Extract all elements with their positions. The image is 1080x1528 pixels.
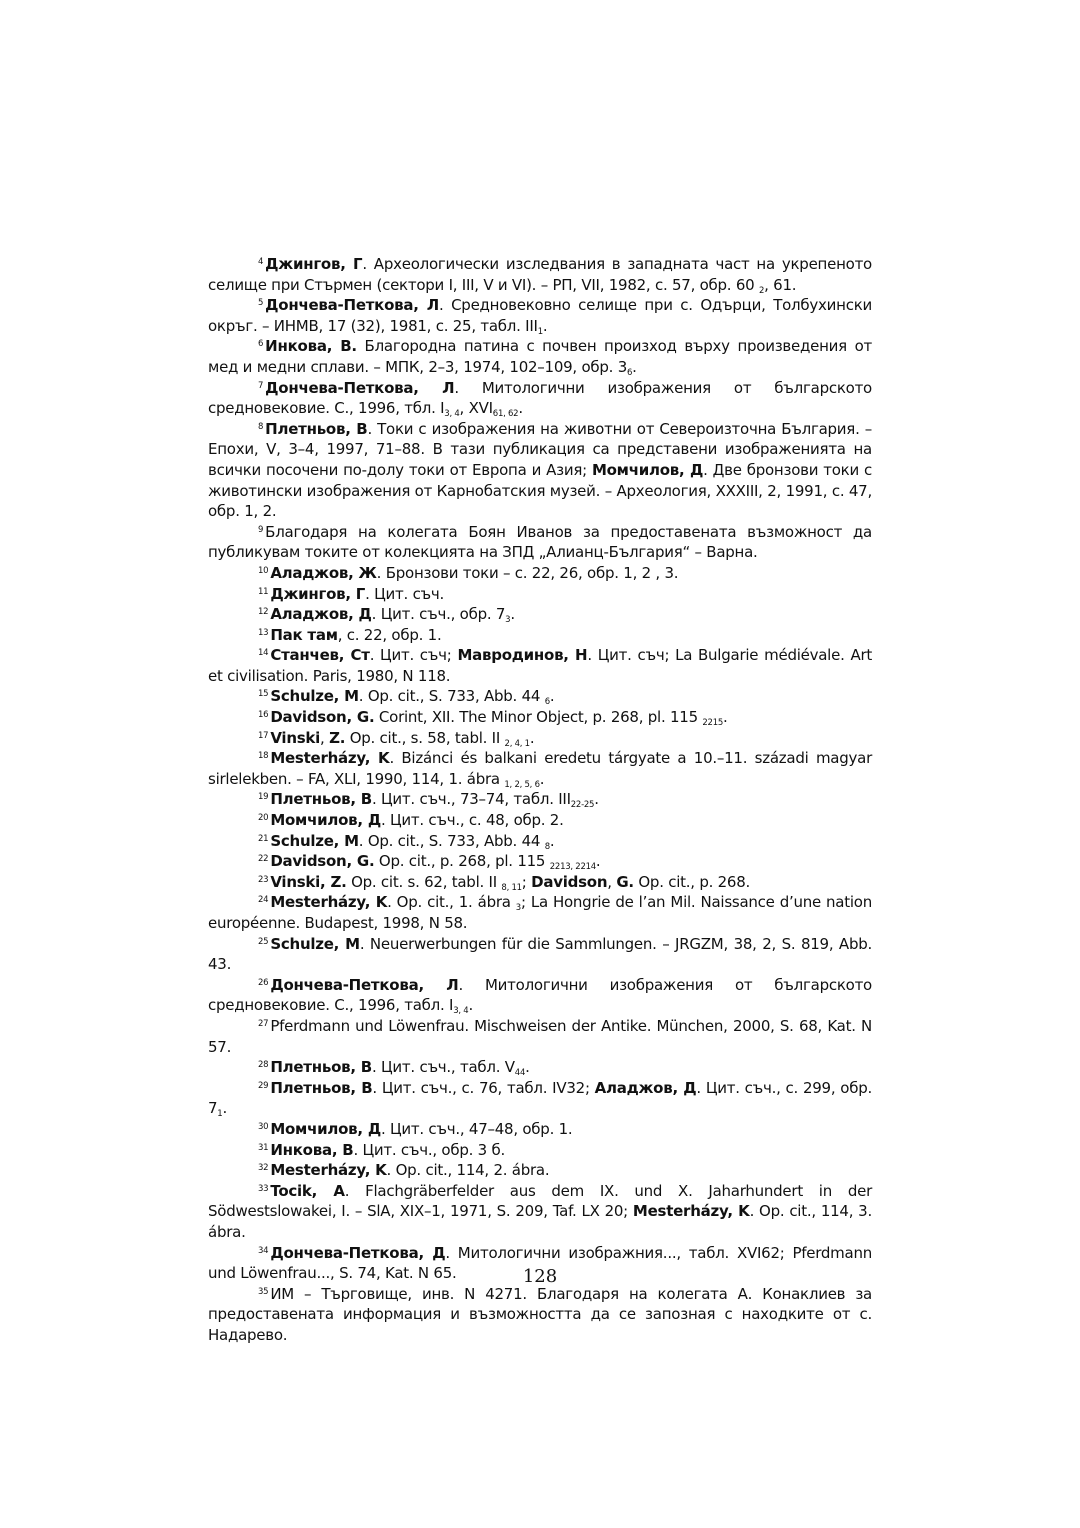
footnote-text: . — [525, 1058, 530, 1077]
footnote-text: Op. cit. s. 62, tabl. II — [346, 872, 502, 891]
footnote-number: 20 — [258, 813, 269, 824]
footnote — [208, 934, 872, 975]
figure-subscript: 3, 4 — [444, 409, 460, 420]
footnote-number: 14 — [258, 648, 269, 659]
footnote-text: . Цит. съч., с. 76, табл. IV32; — [372, 1078, 595, 1097]
footnote-text: ; — [521, 872, 532, 891]
footnote-text: ; La Hongrie de l’an Mil. Naissance d’une nation européenne. Budapest, 1998, N 58. — [208, 893, 872, 932]
footnote-number: 27 — [258, 1018, 269, 1029]
author-name: Аладжов, Ж — [270, 563, 377, 582]
footnote-number: 26 — [258, 977, 269, 988]
author-name: Станчев, Ст — [270, 646, 370, 665]
footnote-text: . Цит. съч; La Bulgarie médiévale. Art et civilisation. Paris, 1980, N 118. — [208, 646, 873, 685]
figure-subscript: 61, 62 — [492, 409, 519, 420]
author-name: Дончева-Петкова, Д — [270, 1243, 446, 1262]
footnote — [208, 831, 872, 852]
author-name: Davidson, G. — [270, 708, 375, 727]
author-name: Пак там — [270, 625, 338, 644]
footnote — [208, 563, 872, 584]
author-name: Аладжов, Д — [270, 605, 372, 624]
author-name: Mesterházy, K — [270, 893, 388, 912]
figure-subscript: 44 — [514, 1068, 526, 1079]
footnote-number: 6 — [258, 339, 264, 350]
footnote-number: 17 — [258, 730, 269, 741]
footnote-text: Op. cit., s. 58, tabl. II — [345, 728, 505, 747]
footnote-number: 31 — [258, 1142, 269, 1153]
footnote-text: Pferdmann und Löwenfrau. Mischweisen der Antike. München, 2000, S. 68, Kat. N 57. — [208, 1016, 872, 1056]
author-name: Момчилов, Д — [270, 1119, 381, 1138]
footnote-text: . — [542, 316, 548, 335]
footnote-number: 23 — [258, 874, 269, 885]
author-name: Schulze, M — [270, 934, 360, 953]
footnote-text: . Митологични изображения от българското средновековие. С., 1996, табл. I — [208, 975, 872, 1015]
footnote-number: 29 — [258, 1080, 269, 1091]
footnote — [208, 686, 872, 707]
footnote-text: . Op. cit., 114, 2. ábra. — [386, 1161, 550, 1180]
footnote-number: 16 — [258, 710, 269, 721]
footnote-text: Op. cit., p. 268. — [633, 872, 751, 891]
footnote — [208, 522, 872, 563]
footnote — [208, 1119, 872, 1140]
footnotes-block — [208, 254, 872, 1345]
footnote-number: 21 — [258, 833, 269, 844]
footnote-text: . — [222, 1099, 227, 1118]
footnote-number: 33 — [258, 1183, 269, 1194]
footnote-text: . Средновековно селище при с. Одърци, Толбухински окръг. – ИНМВ, 17 (32), 1981, с. 25, табл. III — [208, 296, 872, 335]
footnote-text: . — [594, 790, 599, 809]
footnote — [208, 336, 872, 377]
footnote — [208, 625, 872, 646]
footnote-text: . Цит. съч., обр. 3 б. — [353, 1140, 505, 1159]
author-name: Schulze, M — [270, 831, 359, 850]
footnote-number: 4 — [258, 257, 264, 267]
footnote-text: . — [549, 831, 555, 850]
author-name: Джингов, Г — [270, 584, 366, 603]
footnote — [208, 975, 872, 1016]
footnote-text: , с. 22, обр. 1. — [337, 625, 442, 644]
figure-subscript: 1 — [217, 1109, 223, 1120]
footnote-text: . Цит. съч; — [369, 646, 458, 665]
footnote — [208, 789, 872, 810]
footnote — [208, 645, 872, 686]
footnote-text: . Цит. съч., с. 299, обр. 7 — [208, 1078, 872, 1118]
author-name: Плетньов, В — [270, 1078, 373, 1097]
footnote — [208, 728, 872, 749]
author-name: Мавродинов, Н — [457, 646, 588, 665]
figure-subscript: 3, 4 — [453, 1006, 469, 1017]
footnote-text: . — [632, 357, 637, 376]
footnote — [208, 604, 872, 625]
footnote-text: . Op. cit., S. 733, Abb. 44 — [358, 687, 545, 706]
footnote-text: . Цит. съч. — [365, 584, 445, 603]
footnote — [208, 1160, 872, 1181]
footnote — [208, 1284, 872, 1346]
footnote-text: . Цит. съч., 47–48, обр. 1. — [380, 1119, 573, 1138]
footnote-number: 32 — [258, 1163, 269, 1174]
footnote — [208, 254, 872, 295]
footnote-text: Благодаря на колегата Боян Иванов за предоставената възможност да публикувам токите от колекцията на ЗПД „Алианц-България“ – Варна. — [208, 522, 872, 562]
figure-subscript: 22-25 — [570, 800, 595, 811]
author-name: Tocik, A — [270, 1181, 345, 1200]
footnote-number: 28 — [258, 1060, 269, 1071]
author-name: Инкова, В — [270, 1140, 354, 1159]
footnote-number: 30 — [258, 1121, 269, 1132]
author-name: Z. — [329, 728, 346, 747]
footnote-text: ИМ – Търговище, инв. N 4271. Благодаря на колегата А. Конаклиев за предоставената информация и възможността да се запозная с находките от с. Надарево. — [208, 1284, 872, 1344]
footnote — [208, 810, 872, 831]
footnote — [208, 851, 872, 872]
figure-subscript: 8, 11 — [501, 882, 522, 893]
footnote-text: . Op. cit., 114, 3. ábra. — [208, 1202, 872, 1241]
footnote-text: . Цит. съч., с. 48, обр. 2. — [380, 811, 564, 830]
footnote-number: 8 — [258, 421, 264, 432]
author-name: Момчилов, Д — [591, 460, 704, 479]
footnote-text: , XVI — [459, 399, 493, 418]
figure-subscript: 6 — [626, 367, 633, 378]
footnote-text: . Op. cit., 1. ábra — [387, 893, 516, 912]
footnote-text: . — [595, 852, 601, 871]
footnote-number: 7 — [258, 380, 264, 391]
footnote-number: 10 — [258, 565, 269, 576]
footnote-text: . Цит. съч., табл. V — [372, 1058, 515, 1077]
footnote — [208, 584, 872, 605]
footnote — [208, 892, 872, 933]
footnote-text: , 61. — [764, 275, 797, 294]
footnote-text: , — [320, 728, 330, 747]
author-name: Аладжов, Д — [594, 1078, 697, 1097]
footnote — [208, 295, 872, 336]
figure-subscript: 2 — [758, 285, 765, 296]
footnote-number: 22 — [258, 854, 269, 865]
page-number: 128 — [522, 1266, 558, 1287]
author-name: Vinski, Z. — [270, 872, 347, 891]
footnote-number: 19 — [258, 792, 269, 803]
footnote-text: Благородна патина с почвен произход върху произведения от мед и медни сплави. – МПК, 2–3, 1974, 102–109, обр. 3 — [208, 337, 872, 376]
author-name: Инкова, В. — [265, 337, 357, 356]
footnote — [208, 748, 872, 789]
footnote — [208, 1181, 872, 1243]
author-name: Джингов, Г — [265, 255, 363, 273]
author-name: G. — [616, 872, 634, 891]
author-name: Mesterházy, K — [270, 749, 390, 768]
figure-subscript: 6 — [544, 697, 550, 708]
footnote-number: 34 — [258, 1245, 269, 1256]
footnote-text: . Flachgräberfelder aus dem IX. und X. Jaharhundert in der Södwestslowakei, I. – SlA, XIX–1, 1971, S. 209, Taf. LX 20; — [208, 1181, 872, 1221]
figure-subscript: 8 — [544, 841, 550, 852]
footnote-text: . Цит. съч., 73–74, табл. III — [372, 790, 571, 809]
figure-subscript: 2215 — [702, 718, 724, 729]
author-name: Davidson — [531, 872, 608, 891]
footnote-text: . Археологически изследвания в западната част на укрепеното селище при Стърмен (сектори I, III, V и VI). – РП, VII, 1982, с. 57, обр. 60 — [208, 255, 872, 294]
footnote-text: . — [723, 708, 728, 727]
footnote-number: 18 — [258, 751, 269, 762]
footnote-text: . — [539, 769, 545, 788]
footnote — [208, 419, 872, 522]
footnote-number: 25 — [258, 936, 269, 947]
author-name: Mesterházy, K — [270, 1161, 387, 1180]
author-name: Schulze, M — [270, 687, 359, 706]
author-name: Дончева-Петкова, Л — [265, 378, 455, 397]
footnote-number: 35 — [258, 1286, 269, 1297]
footnote-number: 13 — [258, 627, 269, 638]
footnote-number: 9 — [258, 524, 264, 535]
footnote — [208, 1057, 872, 1078]
footnote — [208, 1016, 872, 1057]
footnote-text: . Токи с изображения на животни от Североизточна България. – Епохи, V, 3–4, 1997, 71–88. В тази публикация са представени изображенията на всички посочени по-долу токи от Европа и Азия; — [208, 419, 872, 479]
footnote-text: . Neuerwerbungen für die Sammlungen. – JRGZM, 38, 2, S. 819, Abb. 43. — [208, 934, 873, 974]
footnote — [208, 872, 872, 893]
footnote-text: Corint, XII. The Minor Object, p. 268, pl. 115 — [374, 708, 703, 727]
footnote-number: 15 — [258, 689, 269, 700]
footnote-text: . — [510, 605, 515, 624]
footnote-text: . Op. cit., S. 733, Abb. 44 — [358, 831, 545, 850]
footnote — [208, 1078, 872, 1119]
author-name: Дончева-Петкова, Л — [270, 975, 459, 994]
footnote-text: . Bizánci és balkani eredetu tárgyate a 10.–11. századi magyar sirlelekben. – FA, XLI, 1990, 114, 1. ábra — [208, 749, 872, 788]
footnote — [208, 707, 872, 728]
figure-subscript: 3 — [515, 903, 521, 914]
footnote — [208, 378, 872, 419]
figure-subscript: 1, 2, 5, 6 — [504, 779, 540, 790]
footnote-number: 11 — [258, 586, 269, 597]
author-name: Плетньов, В — [270, 1058, 372, 1077]
footnote-text: . Цит. съч., обр. 7 — [371, 605, 506, 624]
author-name: Плетньов, В — [265, 419, 368, 438]
footnote-text: . — [468, 996, 473, 1015]
figure-subscript: 2, 4, 1 — [504, 738, 530, 749]
footnote-text: , — [607, 872, 617, 891]
author-name: Момчилов, Д — [270, 811, 381, 830]
footnote-text: Op. cit., p. 268, pl. 115 — [374, 852, 550, 871]
author-name: Davidson, G. — [270, 852, 375, 871]
author-name: Плетньов, В — [270, 790, 372, 809]
footnote-number: 24 — [258, 895, 269, 906]
footnote-number: 12 — [258, 607, 269, 618]
footnote-text: . Две бронзови токи с животински изображения от Карнобатския музей. – Археология, XXXIII, 2, 1991, с. 47, обр. 1, 2. — [208, 460, 872, 521]
author-name: Vinski — [270, 728, 321, 747]
figure-subscript: 1 — [537, 326, 543, 337]
footnote — [208, 1140, 872, 1161]
footnote-text: . Митологични изображения от българското средновековие. С., 1996, тбл. I — [208, 378, 872, 418]
footnote-text: . Митологични изображния..., табл. XVI62; Pferdmann und Löwenfrau..., S. 74, Kat. N 65. — [208, 1243, 873, 1283]
author-name: Дончева-Петкова, Л — [265, 296, 439, 315]
footnote-text: . — [518, 399, 523, 418]
footnote-text: . — [549, 687, 555, 706]
figure-subscript: 2213, 2214 — [549, 862, 596, 873]
author-name: Mesterházy, K — [632, 1202, 750, 1221]
footnote-text: . Бронзови токи – с. 22, 26, обр. 1, 2 , 3. — [376, 563, 679, 582]
footnote-text: . — [529, 728, 535, 747]
figure-subscript: 3 — [505, 615, 511, 626]
footnote-number: 5 — [258, 298, 264, 309]
